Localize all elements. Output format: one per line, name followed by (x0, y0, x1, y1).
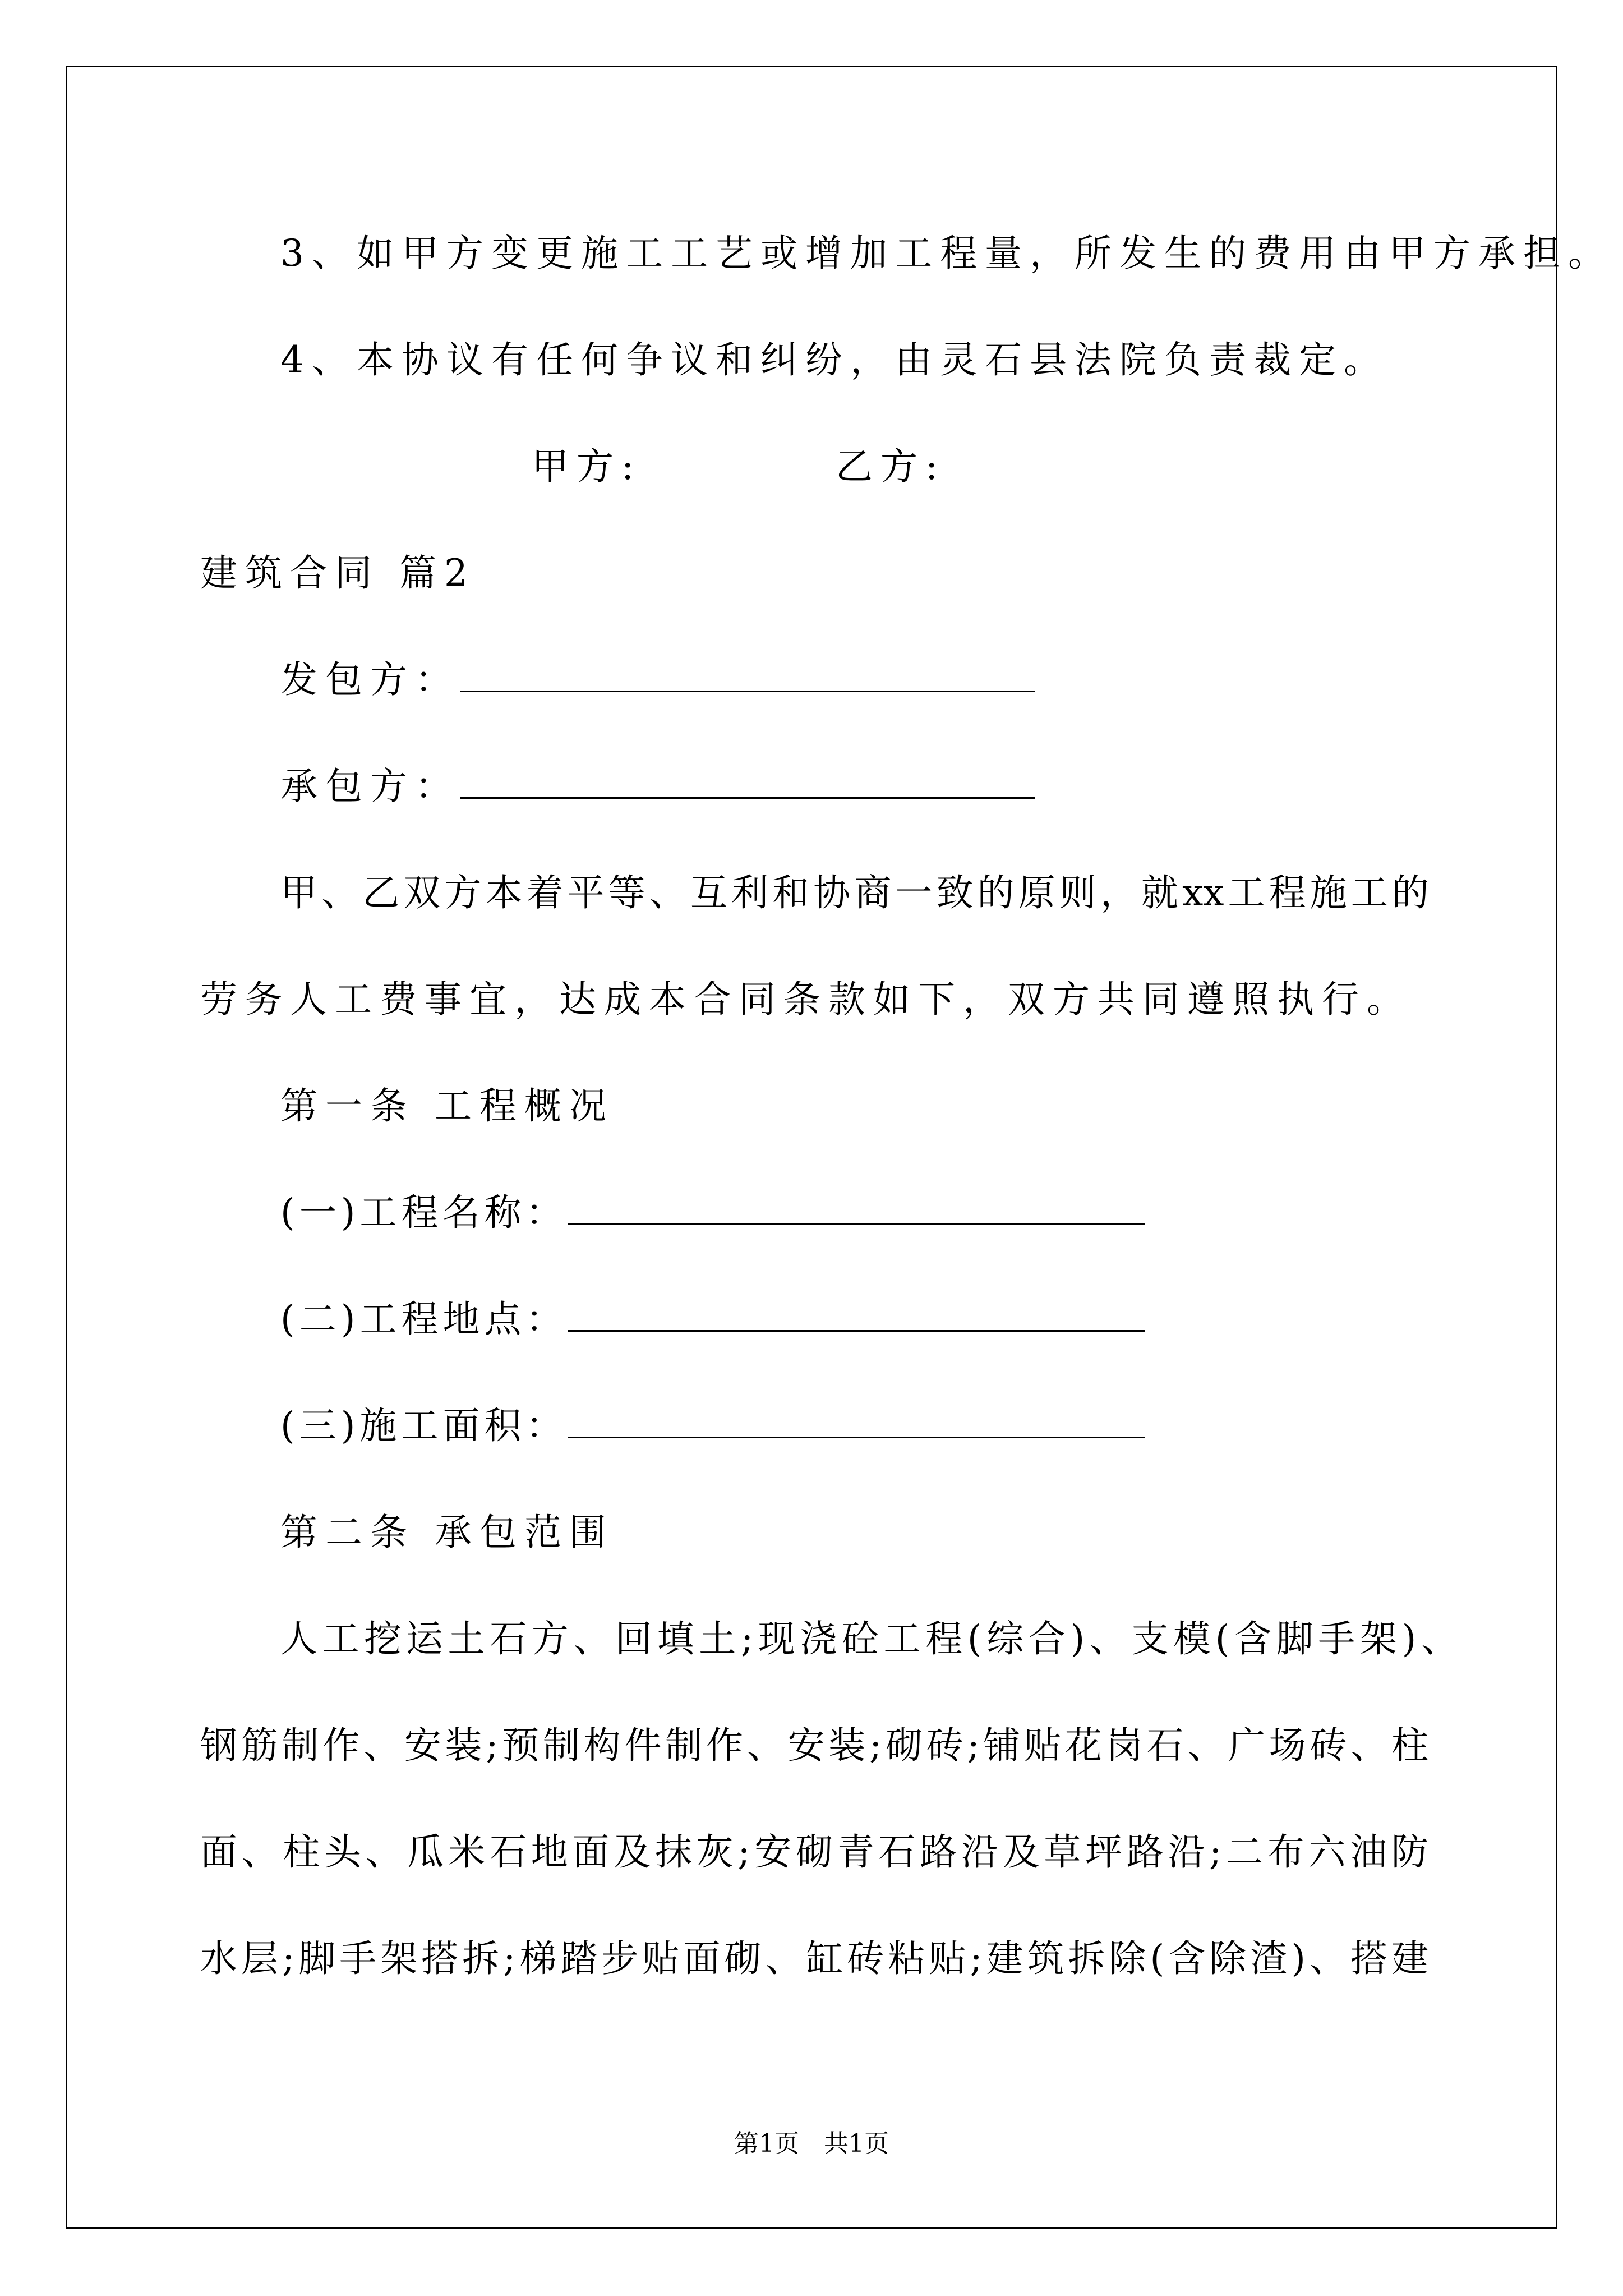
signature-party-a: 甲方: (532, 445, 642, 488)
field-contractor-blank[interactable] (460, 765, 1035, 799)
page-footer: 第1页 共1页 (734, 2129, 889, 2158)
field-project-name-label: (一)工程名称： (280, 1191, 568, 1234)
field-project-name-blank[interactable] (568, 1191, 1145, 1225)
field-employer (280, 657, 1035, 702)
scope-line-4: 水层;脚手架搭拆;梯踏步贴面砌、缸砖粘贴;建筑拆除(含除渣)、搭建 (200, 1937, 1428, 1980)
field-construction-area-label: (三)施工面积： (280, 1404, 568, 1447)
paragraph-intro-line-2: 劳务人工费事宜，达成本合同条款如下，双方共同遵照执行。 (200, 978, 1412, 1021)
section-title: 建筑合同 篇2 (200, 551, 476, 595)
paragraph-intro-line-1: 甲、乙双方本着平等、互利和协商一致的原则，就xx工程施工的 (280, 871, 1429, 914)
field-employer-label: 发包方： (280, 658, 460, 701)
scope-line-3: 面、柱头、瓜米石地面及抹灰;安砌青石路沿及草坪路沿;二布六油防 (200, 1830, 1428, 1874)
field-employer-blank[interactable] (460, 658, 1035, 692)
field-project-location-blank[interactable] (568, 1297, 1145, 1332)
signature-party-b: 乙方: (836, 445, 946, 488)
field-construction-area (280, 1404, 1145, 1448)
field-contractor (280, 764, 1035, 809)
page-border (66, 66, 1557, 2229)
field-project-location (280, 1297, 1145, 1342)
scope-line-2: 钢筋制作、安装;预制构件制作、安装;砌砖;铺贴花岗石、广场砖、柱 (200, 1724, 1428, 1767)
field-project-name (280, 1190, 1145, 1235)
article-2-heading: 第二条 承包范围 (280, 1511, 614, 1554)
field-construction-area-blank[interactable] (568, 1404, 1145, 1438)
field-project-location-label: (二)工程地点： (280, 1297, 568, 1341)
article-1-heading: 第一条 工程概况 (280, 1084, 614, 1128)
clause-3: 3、如甲方变更施工工艺或增加工程量，所发生的费用由甲方承担。 (280, 232, 1613, 275)
field-contractor-label: 承包方： (280, 765, 460, 808)
scope-line-1: 人工挖运土石方、回填土;现浇砼工程(综合)、支模(含脚手架)、 (280, 1617, 1458, 1660)
clause-4: 4、本协议有任何争议和纠纷，由灵石县法院负责裁定。 (280, 338, 1389, 381)
